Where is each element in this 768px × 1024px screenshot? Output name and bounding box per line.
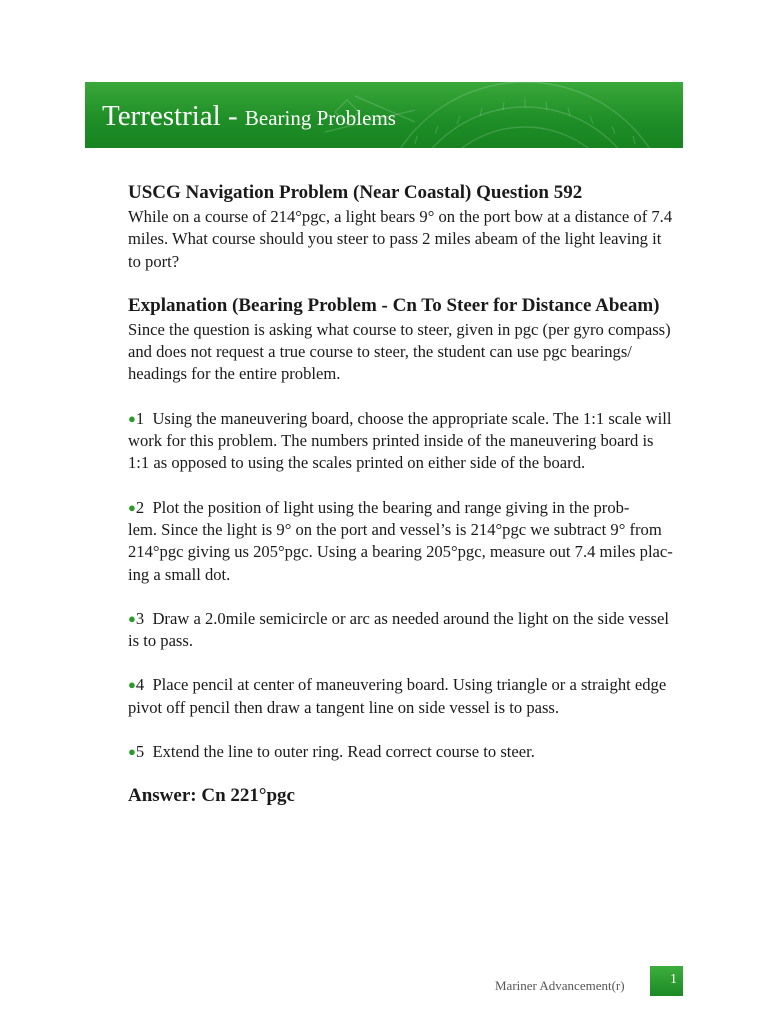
text-line: 1:1 as opposed to using the scales printed on either side of the board. <box>128 453 586 473</box>
step-number: 2 <box>135 497 145 517</box>
text-line: 214°pgc giving us 205°pgc. Using a bearing 205°pgc, measure out 7.4 miles plac- <box>128 542 673 562</box>
page-number-badge: 1 <box>650 966 683 996</box>
explanation-heading: Explanation (Bearing Problem - Cn To Steer for Distance Abeam) <box>128 294 660 316</box>
text-line: ing a small dot. <box>128 564 231 584</box>
text-line: pivot off pencil then draw a tangent line on side vessel is to pass. <box>128 697 560 717</box>
explanation-text <box>128 319 684 386</box>
text-line: to port? <box>128 251 180 271</box>
step-item <box>128 674 684 719</box>
title-subtitle: Bearing Problems <box>244 106 396 130</box>
step-number: 4 <box>135 675 145 695</box>
step-item <box>128 408 684 475</box>
text-line: Plot the position of light using the bearing and range giving in the prob- <box>152 497 630 517</box>
bullet-icon: ● <box>128 499 136 515</box>
text-line: While on a course of 214°pgc, a light bears 9° on the port bow at a distance of 7.4 <box>128 207 673 226</box>
text-line: Place pencil at center of maneuvering board. Using triangle or a straight edge <box>152 675 667 695</box>
step-item <box>128 608 684 653</box>
text-line: is to pass. <box>128 631 193 651</box>
title-main: Terrestrial <box>102 100 221 132</box>
step-item <box>128 497 684 586</box>
text-line: Extend the line to outer ring. Read correct course to steer. <box>152 742 535 762</box>
step-number: 3 <box>135 608 145 628</box>
text-line: miles. What course should you steer to pass 2 miles abeam of the light leaving it <box>128 229 662 249</box>
bullet-icon: ● <box>128 410 136 426</box>
text-line: Draw a 2.0mile semicircle or arc as needed around the light on the side vessel <box>152 608 669 628</box>
header-banner <box>85 82 683 148</box>
step-number: 5 <box>135 742 145 762</box>
bullet-icon: ● <box>128 677 136 693</box>
question-text <box>128 206 684 273</box>
bullet-icon: ● <box>128 610 136 626</box>
text-line: work for this problem. The numbers printed inside of the maneuvering board is <box>128 431 654 451</box>
question-section <box>128 180 684 273</box>
title-separator: - <box>220 100 245 132</box>
bullet-icon: ● <box>128 744 136 760</box>
step-number: 1 <box>135 408 145 428</box>
text-line: lem. Since the light is 9° on the port and vessel’s is 214°pgc we subtract 9° from <box>128 519 662 539</box>
step-item <box>128 741 684 763</box>
text-line: Using the maneuvering board, choose the appropriate scale. The 1:1 scale will <box>152 408 672 428</box>
document-body <box>128 180 684 809</box>
page-title <box>102 96 396 133</box>
text-line: Since the question is asking what course to steer, given in pgc (per gyro compass) <box>128 319 671 339</box>
text-line: headings for the entire problem. <box>128 364 341 384</box>
footer-brand: Mariner Advancement(r) <box>495 978 625 993</box>
question-heading: USCG Navigation Problem (Near Coastal) Question 592 <box>128 182 583 203</box>
explanation-section <box>128 293 684 386</box>
answer-text: Answer: Cn 221°pgc <box>128 785 295 807</box>
text-line: and does not request a true course to steer, the student can use pgc bearings/ <box>128 342 632 362</box>
